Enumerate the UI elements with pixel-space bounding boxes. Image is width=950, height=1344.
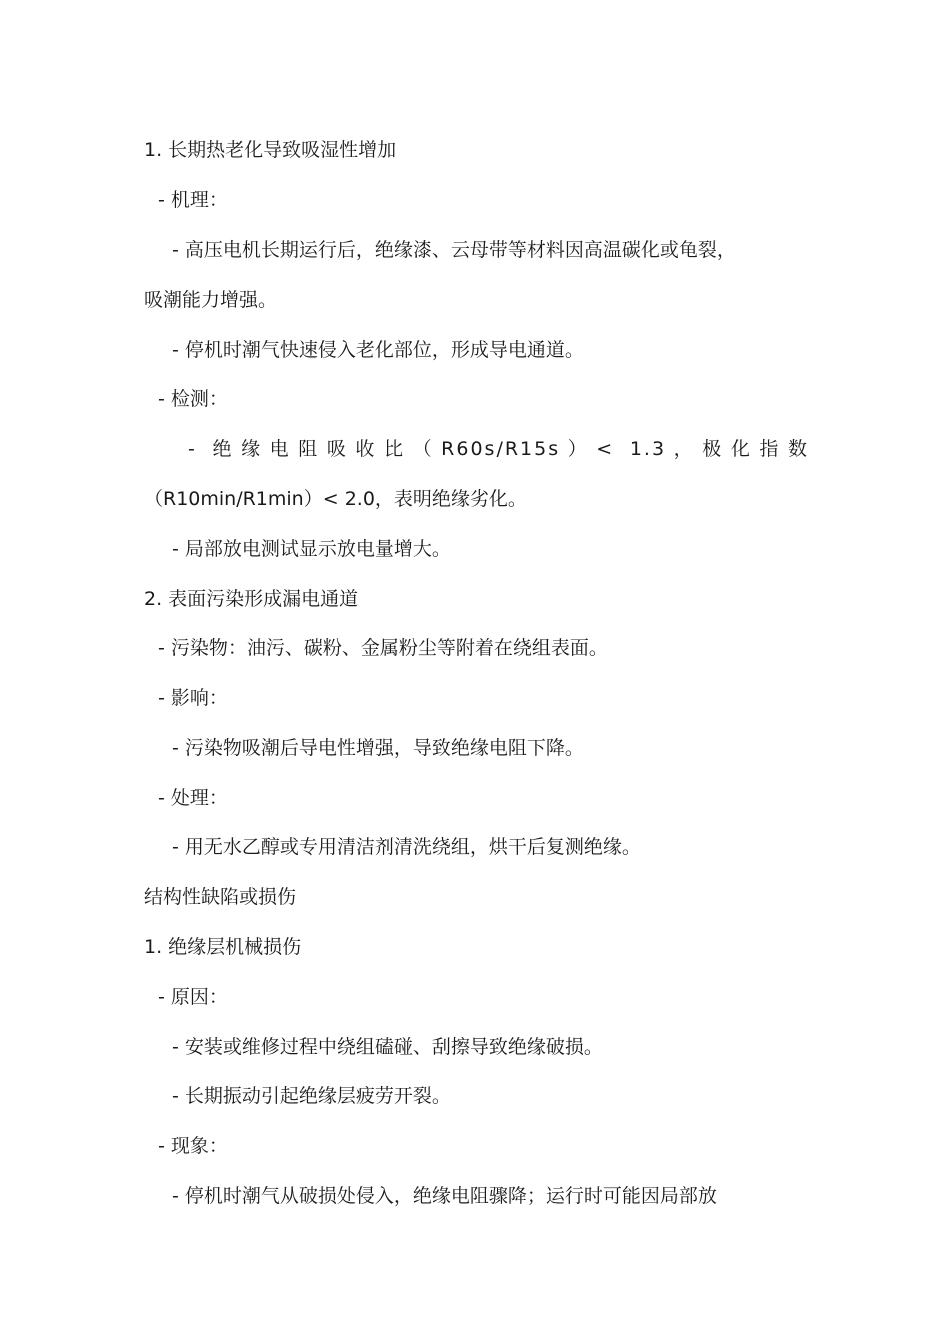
heading-surface-contamination: 2. 表面污染形成漏电通道 [144,588,359,610]
label-detection: - 检测： [158,388,228,410]
label-cause: - 原因： [158,986,228,1008]
label-phenomenon: - 现象： [158,1135,228,1157]
paragraph-line: - 污染物：油污、碳粉、金属粉尘等附着在绕组表面。 [158,637,608,659]
paragraph-line: - 绝缘电阻吸收比（R60s/R15s）< 1.3，极化指数 [188,438,809,460]
paragraph-line: - 安装或维修过程中绕组磕碰、刮擦导致绝缘破损。 [172,1036,603,1058]
paragraph-line: （R10min/R1min）< 2.0，表明绝缘劣化。 [144,488,527,510]
paragraph-line: - 长期振动引起绝缘层疲劳开裂。 [172,1085,451,1107]
paragraph-line: 吸潮能力增强。 [144,289,278,311]
heading-mechanical-damage: 1. 绝缘层机械损伤 [144,936,302,958]
section-heading-structural-defects: 结构性缺陷或损伤 [144,886,297,908]
heading-thermal-aging: 1. 长期热老化导致吸湿性增加 [144,139,397,161]
paragraph-line: - 局部放电测试显示放电量增大。 [172,538,451,560]
paragraph-line: - 用无水乙醇或专用清洁剂清洗绕组，烘干后复测绝缘。 [172,836,641,858]
paragraph-line: - 停机时潮气快速侵入老化部位，形成导电通道。 [172,339,584,361]
label-impact: - 影响： [158,687,228,709]
paragraph-line: - 高压电机长期运行后，绝缘漆、云母带等材料因高温碳化或龟裂， [172,239,736,261]
paragraph-line: - 停机时潮气从破损处侵入，绝缘电阻骤降；运行时可能因局部放 [172,1185,717,1207]
label-treatment: - 处理： [158,787,228,809]
paragraph-line: - 污染物吸潮后导电性增强，导致绝缘电阻下降。 [172,737,584,759]
label-mechanism: - 机理： [158,189,228,211]
